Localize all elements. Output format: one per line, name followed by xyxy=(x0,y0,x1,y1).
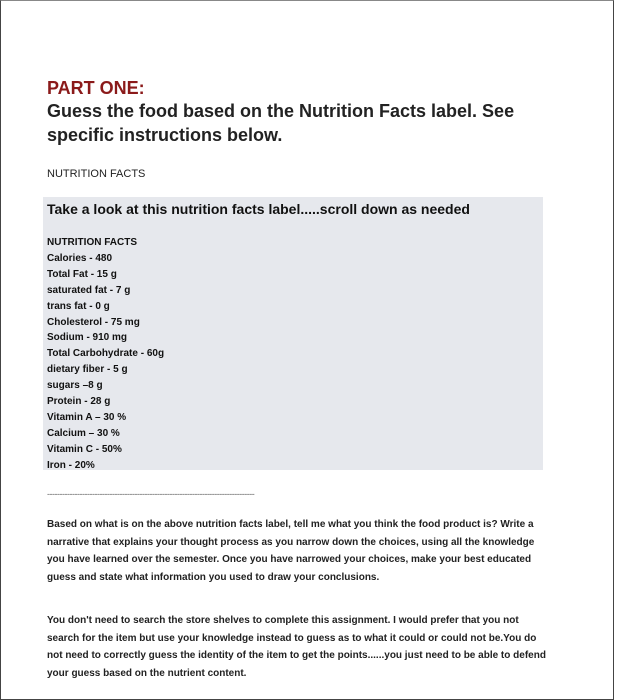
fact-item: Cholesterol - 75 mg xyxy=(47,316,140,328)
nutrition-label-box xyxy=(43,197,543,470)
fact-item: trans fat - 0 g xyxy=(47,300,110,312)
part-heading: PART ONE: xyxy=(47,78,145,98)
fact-heading: NUTRITION FACTS xyxy=(47,237,137,248)
fact-item: saturated fat - 7 g xyxy=(47,284,131,296)
fact-item: Sodium - 910 mg xyxy=(47,332,128,344)
fact-item: dietary fiber - 5 g xyxy=(47,364,128,376)
fact-item: Vitamin C - 50% xyxy=(47,443,122,455)
fact-item: Total Fat - 15 g xyxy=(47,268,117,280)
fact-item: Vitamin A – 30 % xyxy=(47,411,127,423)
dashed-divider: ----------------------------------------------------------------------------------- xyxy=(47,489,255,499)
part-subtitle: Guess the food based on the Nutrition Facts label. See specific instructions below. xyxy=(47,101,515,145)
nutrition-facts-list xyxy=(47,235,164,474)
instructions-paragraph: Based on what is on the above nutrition facts label, tell me what you think the food product is? Write a narrative that explains your thought process as you narrow down the choices, using all the knowledge you have learned over the semester. Once you have narrowed your choices, make your best educated guess and state what information you used to draw your conclusions. xyxy=(47,519,535,583)
fact-item: Protein - 28 g xyxy=(47,396,111,408)
fact-item: Calcium – 30 % xyxy=(47,427,120,439)
label-box-title: Take a look at this nutrition facts label.....scroll down as needed xyxy=(47,201,470,217)
fact-item: Total Carbohydrate - 60g xyxy=(47,348,165,360)
fact-item: sugars –8 g xyxy=(47,380,103,392)
fact-item: Calories - 480 xyxy=(47,252,113,264)
fact-item: Iron - 20% xyxy=(47,459,95,471)
section-label: NUTRITION FACTS xyxy=(47,168,146,180)
instructions-paragraph: You don't need to search the store shelves to complete this assignment. I would prefer that you not search for the item but use your knowledge instead to guess as to what it could or could not be.You do not need to correctly guess the identity of the item to get the points......you just need to be able to defend your guess based on the nutrient content. xyxy=(47,615,546,679)
